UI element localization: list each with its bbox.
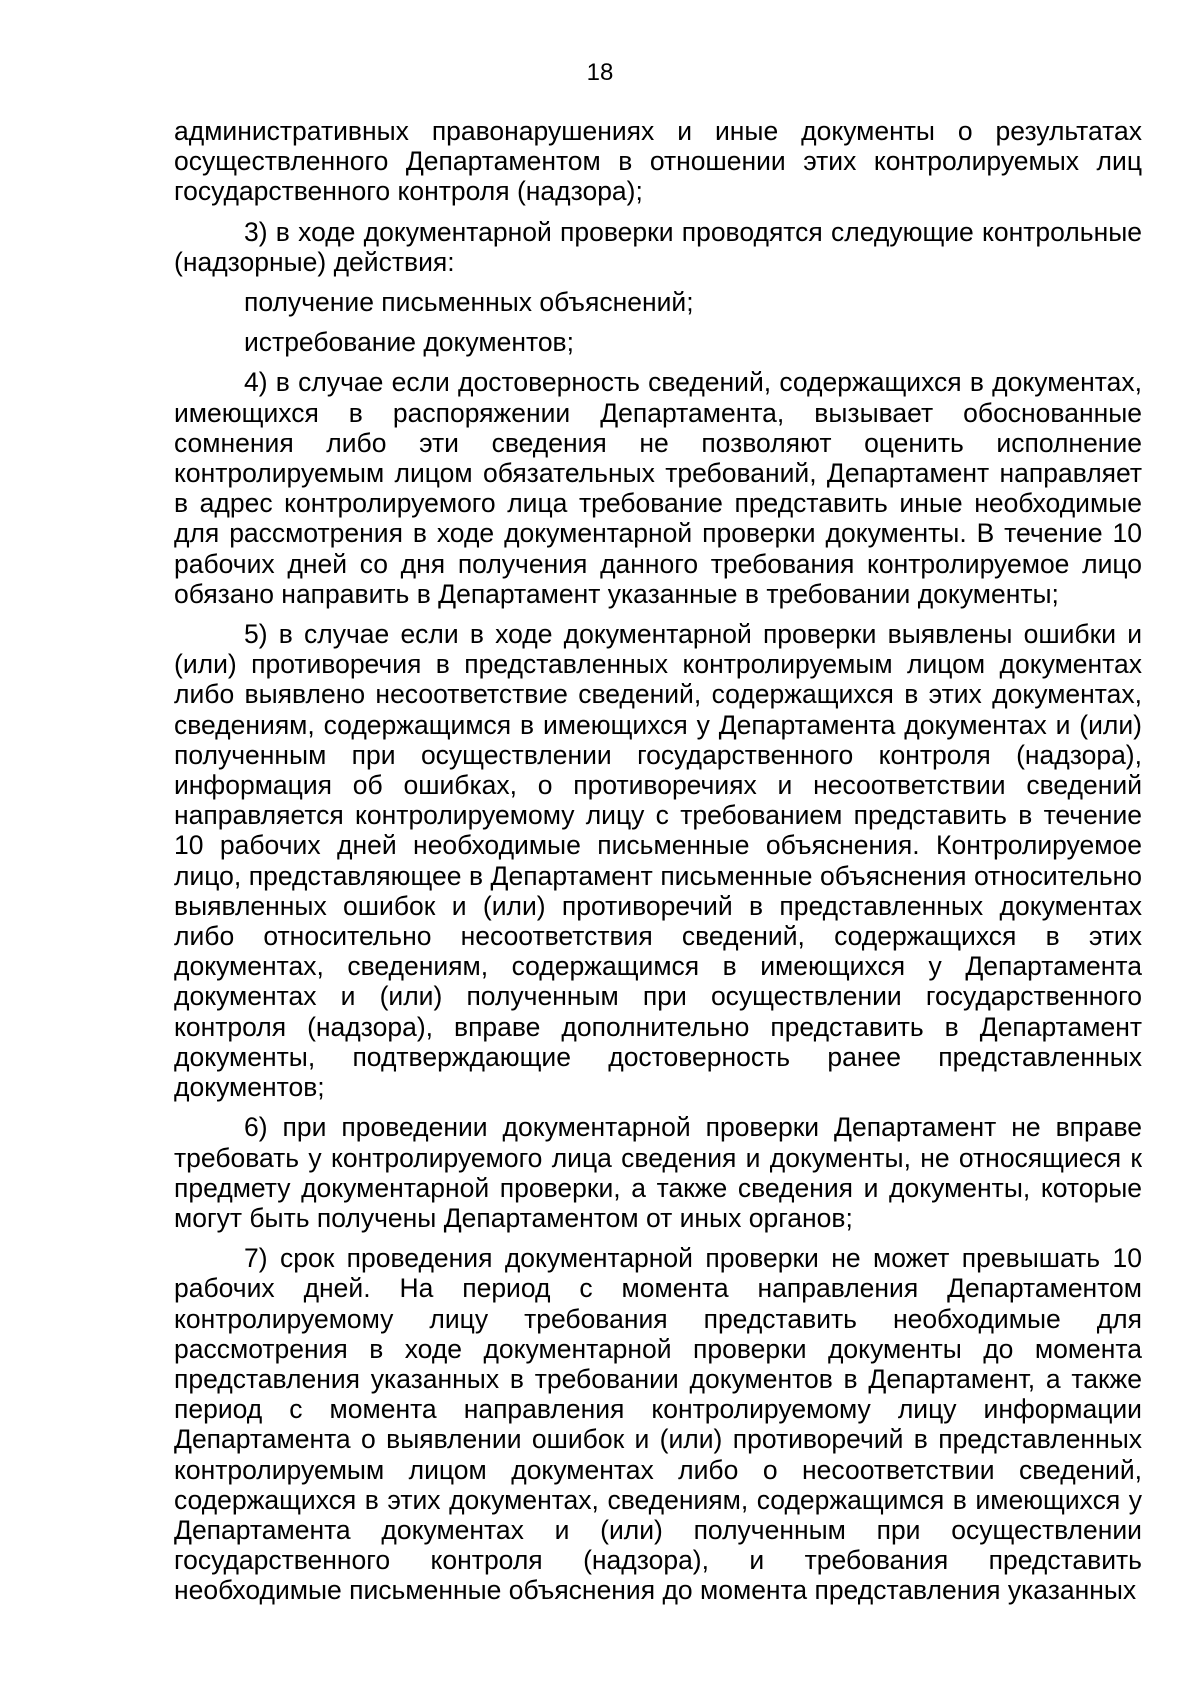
paragraph-continuation: административных правонарушениях и иные документы о результатах осуществленного Департаментом в отношении этих контролируемых лиц государственного контроля (надзора); (174, 116, 1142, 207)
paragraph-action-explanations: получение письменных объяснений; (244, 287, 694, 318)
document-body (174, 116, 1142, 1616)
paragraph-item-7: 7) срок проведения документарной проверки не может превышать 10 рабочих дней. На период с момента направления Департаментом контролируемому лицу требования представить необходимые для рассмотрения в ходе документарной проверки документы до момента представления указанных в требовании документов в Департамент, а также период с момента направления контролируемому лицу информации Департамента о выявлении ошибок и (или) противоречий в представленных контролируемым лицом документах либо о несоответствии сведений, содержащихся в этих документах, сведениям, содержащимся в имеющихся у Департамента документах и (или) полученным при осуществлении государственного контроля (надзора), и требования представить необходимые письменные объяснения до момента представления указанных (174, 1243, 1142, 1606)
paragraph-item-3: 3) в ходе документарной проверки проводятся следующие контрольные (надзорные) действия: (174, 216, 1142, 277)
page-number: 18 (586, 59, 614, 86)
paragraph-action-documents: истребование документов; (244, 327, 574, 358)
paragraph-item-5: 5) в случае если в ходе документарной проверки выявлены ошибки и (или) противоречия в представленных контролируемым лицом документах либо выявлено несоответствие сведений, содержащихся в этих документах, сведениям, содержащимся в имеющихся у Департамента документах и (или) полученным при осуществлении государственного контроля (надзора), информация об ошибках, о противоречиях и несоответствии сведений направляется контролируемому лицу с требованием представить в течение 10 рабочих дней необходимые письменные объяснения. Контролируемое лицо, представляющее в Департамент письменные объяснения относительно выявленных ошибок и (или) противоречий в представленных документах либо относительно несоответствия сведений, содержащихся в этих документах, сведениям, содержащимся в имеющихся у Департамента документах и (или) полученным при осуществлении государственного контроля (надзора), вправе дополнительно представить в Департамент документы, подтверждающие достоверность ранее представленных документов; (174, 619, 1142, 1103)
paragraph-item-4: 4) в случае если достоверность сведений, содержащихся в документах, имеющихся в распоряжении Департамента, вызывает обоснованные сомнения либо эти сведения не позволяют оценить исполнение контролируемым лицом обязательных требований, Департамент направляет в адрес контролируемого лица требование представить иные необходимые для рассмотрения в ходе документарной проверки документы. В течение 10 рабочих дней со дня получения данного требования контролируемое лицо обязано направить в Департамент указанные в требовании документы; (174, 367, 1142, 609)
paragraph-item-6: 6) при проведении документарной проверки Департамент не вправе требовать у контролируемого лица сведения и документы, не относящиеся к предмету документарной проверки, а также сведения и документы, которые могут быть получены Департаментом от иных органов; (174, 1112, 1142, 1233)
